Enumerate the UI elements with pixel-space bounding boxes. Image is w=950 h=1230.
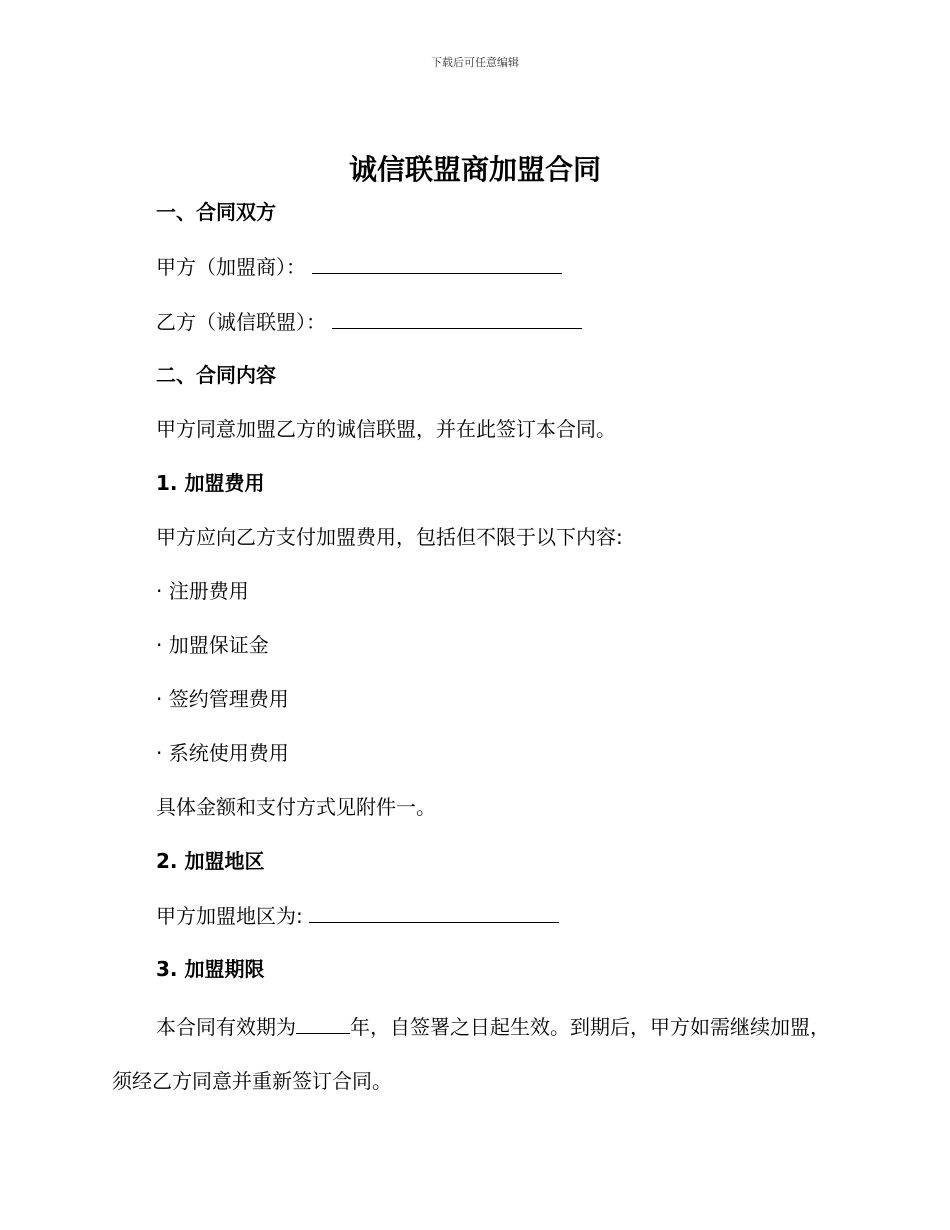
term-heading: 3. 加盟期限 [156, 957, 265, 981]
region-line [156, 900, 559, 931]
term-years-blank [296, 1011, 350, 1034]
section-parties-heading: 一、合同双方 [156, 200, 276, 224]
document-title: 诚信联盟商加盟合同 [348, 153, 601, 186]
fees-item: · 注册费用 [156, 579, 249, 603]
party-b-label: 乙方（诚信联盟）： [156, 310, 326, 334]
fees-item: · 加盟保证金 [156, 633, 269, 657]
fees-item: · 系统使用费用 [156, 741, 289, 765]
term-text-after: 年，自签署之日起生效。到期后，甲方如需继续加盟，须经乙方同意并重新签订合同。 [112, 1015, 830, 1093]
content-intro: 甲方同意加盟乙方的诚信联盟，并在此签订本合同。 [156, 417, 616, 441]
term-text-before: 本合同有效期为 [156, 1015, 296, 1039]
term-paragraph [112, 1000, 832, 1108]
region-heading: 2. 加盟地区 [156, 849, 265, 873]
party-a-label: 甲方（加盟商）： [156, 255, 306, 279]
fees-item: · 签约管理费用 [156, 687, 289, 711]
party-a-line [156, 251, 562, 282]
party-b-line [156, 306, 582, 337]
fees-note: 具体金额和支付方式见附件一。 [156, 795, 436, 819]
region-blank [309, 900, 559, 923]
page-header-note: 下载后可任意编辑 [431, 56, 519, 69]
region-label: 甲方加盟地区为: [156, 904, 303, 928]
fees-intro: 甲方应向乙方支付加盟费用，包括但不限于以下内容: [156, 525, 623, 549]
party-b-blank [332, 306, 582, 329]
party-a-blank [312, 251, 562, 274]
section-content-heading: 二、合同内容 [156, 363, 276, 387]
fees-heading: 1. 加盟费用 [156, 471, 265, 495]
